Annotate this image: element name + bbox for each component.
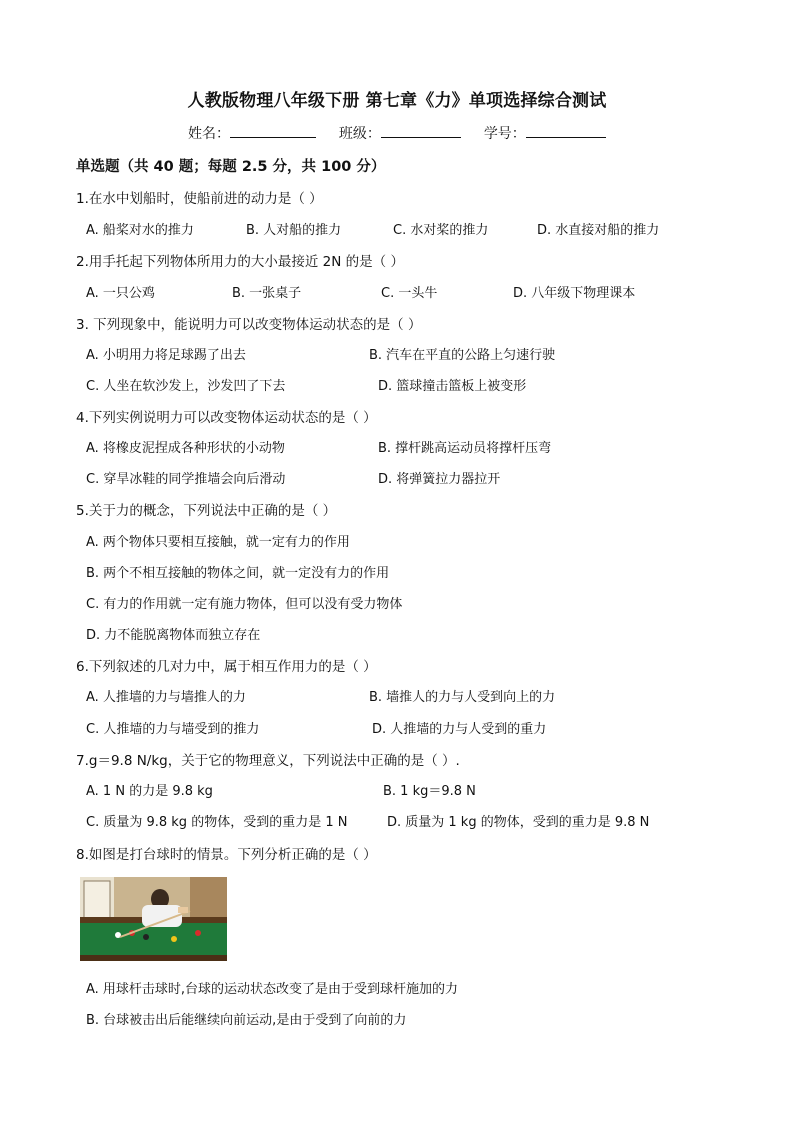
name-blank [230, 125, 316, 138]
name-label: 姓名： [188, 126, 230, 142]
option-c: C. 人推墙的力与墙受到的推力 [86, 722, 260, 737]
option-b: B. 汽车在平直的公路上匀速行驶 [369, 348, 556, 363]
option-d: D. 将弹簧拉力器拉开 [378, 472, 501, 487]
question-stem: 4.下列实例说明力可以改变物体运动状态的是（ ） [76, 410, 377, 426]
option-b: B. 人对船的推力 [246, 223, 342, 238]
option-b: B. 一张桌子 [232, 286, 302, 301]
option-c: C. 穿旱冰鞋的同学推墙会向后滑动 [86, 472, 286, 487]
class-label: 班级： [338, 126, 381, 142]
billiards-illustration [80, 877, 227, 961]
question-stem: 5.关于力的概念，下列说法中正确的是（ ） [76, 503, 337, 519]
student-info-line [188, 123, 606, 143]
section-title: 单选题（共 40 题；每题 2.5 分，共 100 分） [76, 159, 386, 175]
question-stem: 3. 下列现象中，能说明力可以改变物体运动状态的是（ ） [76, 317, 422, 333]
option-b: B. 两个不相互接触的物体之间，就一定没有力的作用 [86, 566, 390, 581]
option-a: A. 小明用力将足球踢了出去 [86, 348, 246, 363]
option-a: A. 船桨对水的推力 [86, 223, 194, 238]
id-label: 学号： [483, 126, 526, 142]
option-d: D. 水直接对船的推力 [537, 223, 660, 238]
option-b: B. 台球被击出后能继续向前运动,是由于受到了向前的力 [86, 1013, 407, 1028]
option-a: A. 人推墙的力与墙推人的力 [86, 690, 246, 705]
question-stem: 1.在水中划船时，使船前进的动力是（ ） [76, 191, 323, 207]
option-b: B. 墙推人的力与人受到向上的力 [369, 690, 556, 705]
question-stem: 6.下列叙述的几对力中，属于相互作用力的是（ ） [76, 659, 377, 675]
question-stem: 2.用手托起下列物体所用力的大小最接近 2N 的是（ ） [76, 254, 404, 270]
option-d: D. 八年级下物理课本 [513, 286, 636, 301]
option-b: B. 撑杆跳高运动员将撑杆压弯 [378, 441, 552, 456]
option-a: A. 两个物体只要相互接触，就一定有力的作用 [86, 535, 350, 550]
option-c: C. 水对桨的推力 [393, 223, 489, 238]
option-a: A. 1 N 的力是 9.8 kg [86, 784, 213, 799]
question-stem: 8.如图是打台球时的情景。下列分析正确的是（ ） [76, 847, 377, 863]
option-c: C. 质量为 9.8 kg 的物体，受到的重力是 1 N [86, 815, 348, 830]
class-blank [381, 125, 461, 138]
option-c: C. 人坐在软沙发上，沙发凹了下去 [86, 379, 286, 394]
option-d: D. 篮球撞击篮板上被变形 [378, 379, 527, 394]
option-b: B. 1 kg＝9.8 N [383, 784, 476, 799]
option-c: C. 一头牛 [381, 286, 438, 301]
id-blank [526, 125, 606, 138]
question-stem: 7.g＝9.8 N/kg，关于它的物理意义，下列说法中正确的是（ ）. [76, 753, 460, 769]
option-c: C. 有力的作用就一定有施力物体，但可以没有受力物体 [86, 597, 403, 612]
page-title: 人教版物理八年级下册 第七章《力》单项选择综合测试 [187, 91, 607, 111]
option-a: A. 一只公鸡 [86, 286, 155, 301]
option-a: A. 用球杆击球时,台球的运动状态改变了是由于受到球杆施加的力 [86, 982, 459, 997]
option-d: D. 质量为 1 kg 的物体，受到的重力是 9.8 N [387, 815, 650, 830]
option-d: D. 人推墙的力与人受到的重力 [372, 722, 547, 737]
option-a: A. 将橡皮泥捏成各种形状的小动物 [86, 441, 285, 456]
option-d: D. 力不能脱离物体而独立存在 [86, 628, 261, 643]
billiards-photo [80, 877, 227, 961]
